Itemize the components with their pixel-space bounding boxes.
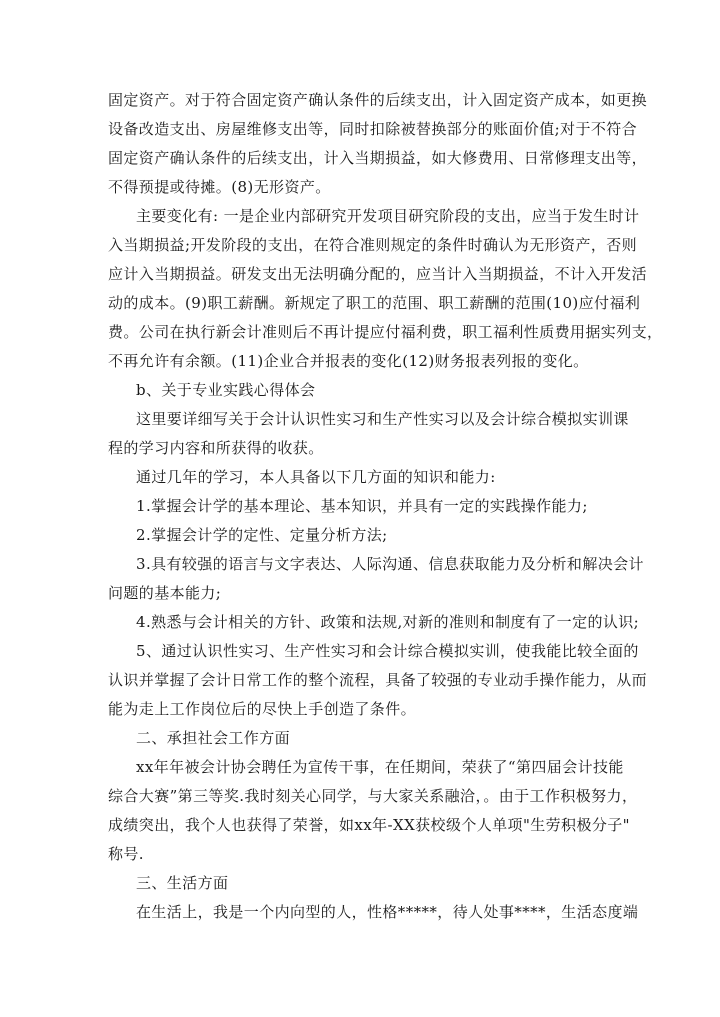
paragraph-line: 这里要详细写关于会计认识性实习和生产性实习以及会计综合模拟实训课 — [136, 410, 629, 428]
section-heading: b、关于专业实践心得体会 — [136, 381, 316, 399]
paragraph-line: 程的学习内容和所获得的收获。 — [108, 439, 324, 457]
list-item-continued: 问题的基本能力; — [108, 584, 222, 602]
paragraph-line: 主要变化有: 一是企业内部研究开发项目研究阶段的支出，应当于发生时计 — [136, 207, 640, 225]
list-item: 4.熟悉与会计相关的方针、政策和法规,对新的准则和制度有了一定的认识; — [136, 613, 640, 631]
list-item: 3.具有较强的语言与文字表达、人际沟通、信息获取能力及分析和解决会计 — [136, 555, 644, 573]
paragraph-line: 称号. — [108, 845, 144, 863]
paragraph-line: 在生活上，我是一个内向型的人，性格*****，待人处事****，生活态度端 — [136, 903, 639, 921]
paragraph-line: 入当期损益;开发阶段的支出，在符合准则规定的条件时确认为无形资产，否则 — [108, 236, 638, 254]
list-item: 5、通过认识性实习、生产性实习和会计综合模拟实训，使我能比较全面的 — [136, 642, 639, 660]
paragraph-line: 动的成本。(9)职工薪酬。新规定了职工的范围、职工薪酬的范围(10)应付福利 — [108, 294, 641, 312]
list-item-continued: 认识并掌握了会计日常工作的整个流程，具备了较强的专业动手操作能力，从而 — [108, 671, 648, 689]
section-heading: 二、承担社会工作方面 — [136, 729, 291, 747]
paragraph-line: 应计入当期损益。研发支出无法明确分配的，应当计入当期损益，不计入开发活 — [108, 265, 648, 283]
section-heading: 三、生活方面 — [136, 874, 229, 892]
paragraph-line: 综合大赛”第三等奖.我时刻关心同学，与大家关系融洽，。由于工作积极努力， — [108, 787, 638, 805]
paragraph-line: 成绩突出，我个人也获得了荣誉，如xx年-XX获校级个人单项"生劳积极分子" — [108, 816, 630, 834]
paragraph-line: 设备改造支出、房屋维修支出等，同时扣除被替换部分的账面价值;对于不符合 — [108, 120, 638, 138]
paragraph-line: 通过几年的学习，本人具备以下几方面的知识和能力: — [136, 468, 496, 486]
paragraph-line: 不得预提或待摊。(8)无形资产。 — [108, 178, 331, 196]
paragraph-line: 固定资产。对于符合固定资产确认条件的后续支出，计入固定资产成本，如更换 — [108, 91, 648, 109]
paragraph-line: xx年年被会计协会聘任为宣传干事，在任期间，荣获了“第四届会计技能 — [136, 758, 624, 776]
list-item: 1.掌握会计学的基本理论、基本知识，并具有一定的实践操作能力; — [136, 497, 588, 515]
paragraph-line: 费。公司在执行新会计准则后不再计提应付福利费，职工福利性质费用据实列支， — [108, 323, 663, 341]
paragraph-line: 不再允许有余额。(11)企业合并报表的变化(12)财务报表列报的变化。 — [108, 352, 589, 370]
list-item-continued: 能为走上工作岗位后的尽快上手创造了条件。 — [108, 700, 417, 718]
paragraph-line: 固定资产确认条件的后续支出，计入当期损益，如大修费用、日常修理支出等， — [108, 149, 648, 167]
list-item: 2.掌握会计学的定性、定量分析方法; — [136, 526, 388, 544]
